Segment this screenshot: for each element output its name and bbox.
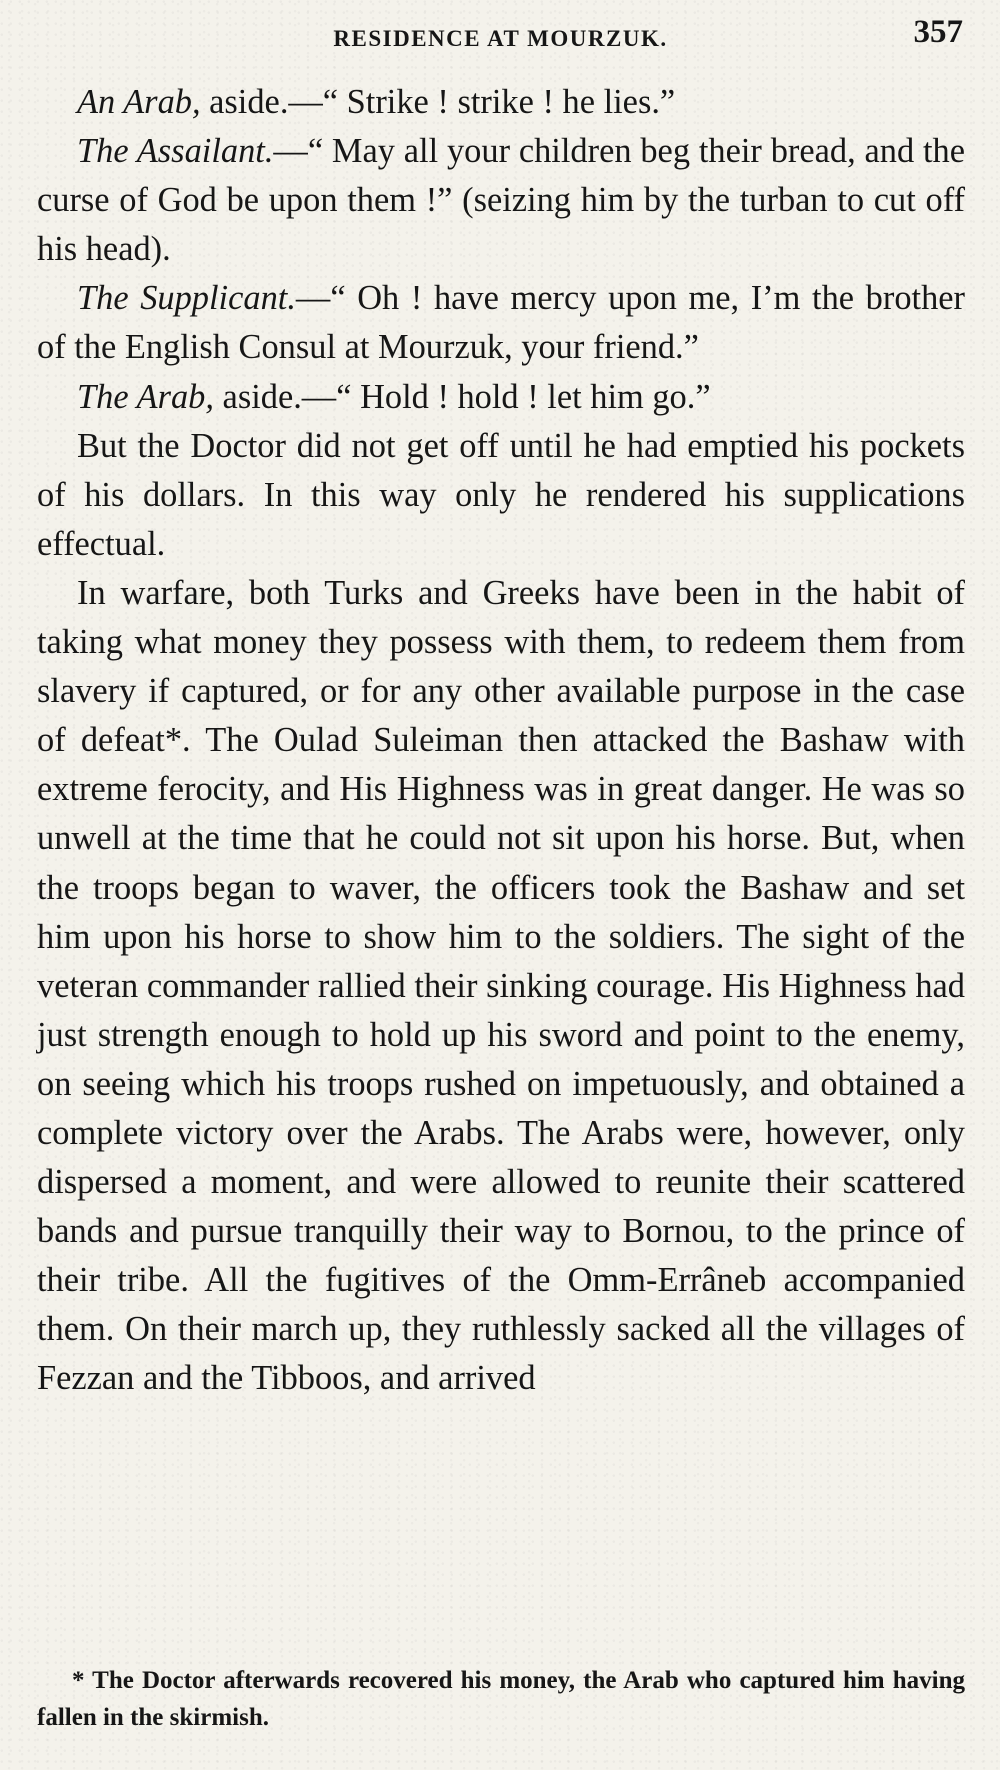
paragraph-warfare: In warfare, both Turks and Greeks have been in the habit of taking what money they possess with them, to redeem them from slavery if captured, or for any other available purpose in the case of defeat*. The Oulad Suleiman then attacked the Bashaw with extreme ferocity, and His Highness was in great danger. He was so unwell at the time that he could not sit upon his horse. But, when the troops began to waver, the officers took the Bashaw and set him upon his horse to show him to the soldiers. The sight of the veteran commander rallied their sinking courage. His Highness had just strength enough to hold up his sword and point to the enemy, on seeing which his troops rushed on impetuously, and obtained a complete victory over the Arabs. The Arabs were, however, only dispersed a moment, and were allowed to reunite their scattered bands and pursue tranquilly their way to Bornou, to the prince of their tribe. All the fugitives of the Omm-Errâneb accompanied them. On their march up, they ruthlessly sacked all the villages of Fezzan and the Tibboos, and arrived — [37, 573, 965, 1398]
dialogue-text: aside.—“ Hold ! hold ! let him go.” — [213, 377, 711, 416]
speaker-label: An Arab, — [77, 83, 201, 121]
speaker-label: The Supplicant. — [77, 279, 296, 318]
dialogue-line-arab-hold — [37, 373, 965, 422]
dialogue-text: aside.—“ Strike ! strike ! he lies.” — [200, 83, 676, 121]
paragraph-doctor-escape: But the Doctor did not get off until he had emptied his pockets of his dollars. In this way only he rendered his supplications effectual. — [37, 426, 965, 563]
dialogue-line-assailant — [37, 127, 965, 274]
footnote-section — [37, 1662, 965, 1736]
footnote: * The Doctor afterwards recovered his money, the Arab who captured him having fallen in the skirmish. — [37, 1667, 965, 1731]
dialogue-text: —“ Oh ! have mercy upon me, I’m the brother of the English Consul at Mourzuk, your friend.” — [37, 279, 965, 367]
speaker-label: The Assailant. — [77, 132, 274, 171]
running-head: RESIDENCE AT MOURZUK. — [333, 26, 668, 51]
page-number: 357 — [913, 14, 963, 50]
speaker-label: The Arab, — [77, 377, 214, 416]
page-header — [38, 16, 963, 66]
dialogue-line-arab-strike — [37, 78, 965, 127]
dialogue-text: —“ May all your children beg their bread, and the curse of God be upon them !” (seizing him by the turban to cut off his head). — [37, 132, 965, 269]
main-text — [37, 78, 965, 1404]
dialogue-line-supplicant — [37, 274, 965, 372]
